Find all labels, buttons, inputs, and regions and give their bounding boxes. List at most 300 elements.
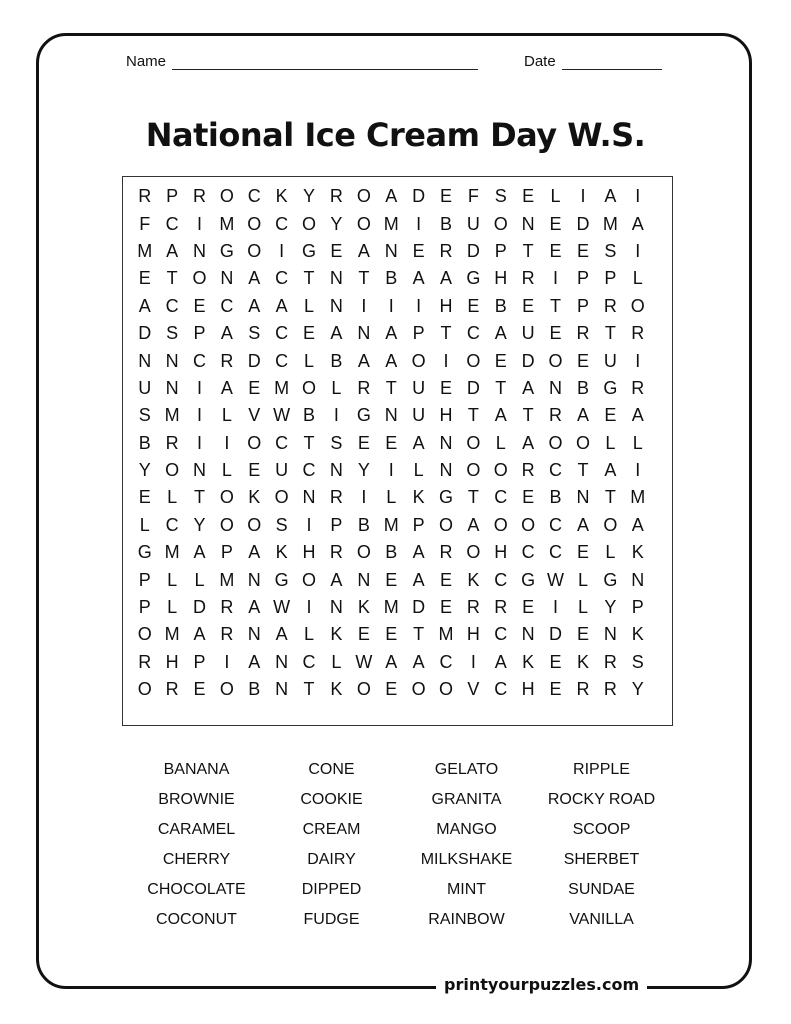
grid-letter[interactable]: U [412,377,426,398]
grid-letter[interactable]: I [635,350,641,371]
grid-letter[interactable]: E [549,679,562,700]
grid-letter[interactable]: A [248,597,261,618]
grid-letter[interactable]: E [576,624,589,645]
grid-letter[interactable]: A [138,295,151,316]
grid-letter[interactable]: I [224,651,230,672]
grid-letter[interactable]: R [329,186,343,207]
grid-letter[interactable]: R [631,323,645,344]
grid-letter[interactable]: M [219,569,235,590]
grid-letter[interactable]: C [494,487,508,508]
grid-letter[interactable]: P [193,651,206,672]
grid-letter[interactable]: E [439,186,452,207]
grid-letter[interactable]: L [632,268,643,289]
grid-letter[interactable]: K [275,186,288,207]
grid-letter[interactable]: C [494,624,508,645]
grid-letter[interactable]: A [385,186,398,207]
grid-letter[interactable]: A [330,569,343,590]
grid-letter[interactable]: T [604,487,616,508]
grid-letter[interactable]: C [275,350,289,371]
grid-letter[interactable]: O [411,679,426,700]
grid-letter[interactable]: K [631,624,644,645]
grid-letter[interactable]: T [440,323,452,344]
grid-letter[interactable]: A [494,323,507,344]
grid-letter[interactable]: A [522,377,535,398]
grid-letter[interactable]: L [632,432,643,453]
grid-letter[interactable]: N [302,487,316,508]
grid-letter[interactable]: R [576,323,590,344]
grid-letter[interactable]: V [248,405,261,426]
grid-letter[interactable]: E [576,350,589,371]
grid-letter[interactable]: R [439,542,453,563]
grid-letter[interactable]: B [248,679,261,700]
grid-letter[interactable]: M [438,624,454,645]
grid-letter[interactable]: E [467,295,480,316]
grid-letter[interactable]: O [219,186,234,207]
grid-letter[interactable]: N [439,460,453,481]
grid-letter[interactable]: A [412,569,425,590]
grid-letter[interactable]: M [383,597,399,618]
grid-letter[interactable]: S [604,240,617,261]
grid-letter[interactable]: U [412,405,426,426]
grid-letter[interactable]: U [603,350,617,371]
grid-letter[interactable]: L [495,432,506,453]
grid-letter[interactable]: I [553,268,559,289]
grid-letter[interactable]: L [331,651,342,672]
grid-letter[interactable]: C [192,350,206,371]
grid-letter[interactable]: K [357,597,370,618]
grid-letter[interactable]: C [165,514,179,535]
grid-letter[interactable]: O [192,268,207,289]
grid-letter[interactable]: N [549,377,563,398]
grid-letter[interactable]: L [139,514,150,535]
grid-letter[interactable]: T [385,377,397,398]
grid-letter[interactable]: I [580,186,586,207]
grid-letter[interactable]: P [494,240,507,261]
grid-letter[interactable]: U [466,213,480,234]
grid-letter[interactable]: C [439,651,453,672]
grid-letter[interactable]: G [603,569,618,590]
grid-letter[interactable]: H [165,651,179,672]
grid-letter[interactable]: C [165,295,179,316]
grid-letter[interactable]: E [604,405,617,426]
grid-letter[interactable]: A [248,542,261,563]
grid-letter[interactable]: C [494,569,508,590]
grid-letter[interactable]: O [548,350,563,371]
grid-letter[interactable]: O [137,679,152,700]
grid-letter[interactable]: R [220,624,234,645]
grid-letter[interactable]: A [439,268,452,289]
grid-letter[interactable]: A [357,350,370,371]
grid-letter[interactable]: D [192,597,206,618]
grid-letter[interactable]: E [330,240,343,261]
grid-letter[interactable]: S [494,186,507,207]
grid-letter[interactable]: S [138,405,151,426]
grid-letter[interactable]: T [577,460,589,481]
grid-letter[interactable]: B [385,542,398,563]
grid-letter[interactable]: E [522,295,535,316]
grid-letter[interactable]: B [357,514,370,535]
grid-letter[interactable]: T [303,268,315,289]
grid-letter[interactable]: B [576,377,589,398]
grid-letter[interactable]: O [466,542,481,563]
grid-letter[interactable]: B [138,432,151,453]
grid-letter[interactable]: E [549,213,562,234]
grid-letter[interactable]: I [470,651,476,672]
grid-letter[interactable]: G [302,240,317,261]
grid-letter[interactable]: E [494,350,507,371]
name-line[interactable] [172,55,478,70]
grid-letter[interactable]: O [356,213,371,234]
grid-letter[interactable]: B [330,350,343,371]
grid-letter[interactable]: K [576,651,589,672]
grid-letter[interactable]: K [330,679,343,700]
grid-letter[interactable]: A [576,405,589,426]
grid-letter[interactable]: R [220,597,234,618]
grid-letter[interactable]: A [385,350,398,371]
grid-letter[interactable]: B [494,295,507,316]
grid-letter[interactable]: C [549,542,563,563]
grid-letter[interactable]: L [577,597,588,618]
grid-letter[interactable]: O [630,295,645,316]
grid-letter[interactable]: W [547,569,565,590]
grid-letter[interactable]: O [247,432,262,453]
grid-letter[interactable]: U [138,377,152,398]
grid-letter[interactable]: E [412,240,425,261]
grid-letter[interactable]: S [248,323,261,344]
grid-letter[interactable]: L [304,624,315,645]
grid-letter[interactable]: E [138,268,151,289]
grid-letter[interactable]: K [275,542,288,563]
grid-letter[interactable]: O [302,377,317,398]
grid-letter[interactable]: K [412,487,425,508]
grid-letter[interactable]: I [306,597,312,618]
grid-letter[interactable]: R [138,186,152,207]
grid-letter[interactable]: S [166,323,179,344]
grid-letter[interactable]: E [357,432,370,453]
grid-letter[interactable]: I [553,597,559,618]
grid-letter[interactable]: T [495,377,507,398]
grid-letter[interactable]: T [303,679,315,700]
grid-letter[interactable]: C [275,213,289,234]
grid-letter[interactable]: A [412,651,425,672]
grid-letter[interactable]: R [521,460,535,481]
grid-letter[interactable]: G [274,569,289,590]
grid-letter[interactable]: P [631,597,644,618]
grid-letter[interactable]: E [303,323,316,344]
grid-letter[interactable]: N [329,295,343,316]
grid-letter[interactable]: E [439,569,452,590]
grid-letter[interactable]: M [164,624,180,645]
grid-letter[interactable]: E [385,569,398,590]
grid-letter[interactable]: O [466,460,481,481]
grid-letter[interactable]: N [329,268,343,289]
grid-letter[interactable]: Y [330,213,343,234]
grid-letter[interactable]: P [330,514,343,535]
grid-letter[interactable]: B [439,213,452,234]
grid-letter[interactable]: O [219,679,234,700]
grid-letter[interactable]: C [275,268,289,289]
grid-letter[interactable]: A [522,432,535,453]
grid-letter[interactable]: I [279,240,285,261]
grid-letter[interactable]: O [356,679,371,700]
grid-letter[interactable]: O [165,460,180,481]
grid-letter[interactable]: N [247,624,261,645]
grid-letter[interactable]: N [275,679,289,700]
grid-letter[interactable]: P [220,542,233,563]
grid-letter[interactable]: T [522,405,534,426]
grid-letter[interactable]: O [521,514,536,535]
grid-letter[interactable]: G [219,240,234,261]
grid-letter[interactable]: I [196,213,202,234]
date-line[interactable] [562,55,662,70]
grid-letter[interactable]: G [466,268,481,289]
grid-letter[interactable]: A [220,323,233,344]
grid-letter[interactable]: A [576,514,589,535]
grid-letter[interactable]: A [248,295,261,316]
grid-letter[interactable]: E [193,679,206,700]
grid-letter[interactable]: C [165,213,179,234]
grid-letter[interactable]: G [137,542,152,563]
grid-letter[interactable]: R [439,240,453,261]
grid-letter[interactable]: I [443,350,449,371]
grid-letter[interactable]: N [521,624,535,645]
grid-letter[interactable]: R [357,377,371,398]
grid-letter[interactable]: G [603,377,618,398]
grid-letter[interactable]: O [274,487,289,508]
grid-letter[interactable]: A [248,268,261,289]
grid-letter[interactable]: V [467,679,480,700]
grid-letter[interactable]: L [386,487,397,508]
grid-letter[interactable]: O [137,624,152,645]
grid-letter[interactable]: N [384,405,398,426]
grid-letter[interactable]: L [221,405,232,426]
grid-letter[interactable]: R [220,350,234,371]
grid-letter[interactable]: B [549,487,562,508]
grid-letter[interactable]: A [385,323,398,344]
grid-letter[interactable]: W [355,651,373,672]
grid-letter[interactable]: N [439,432,453,453]
grid-letter[interactable]: I [416,295,422,316]
grid-letter[interactable]: E [248,460,261,481]
grid-letter[interactable]: O [302,569,317,590]
grid-letter[interactable]: A [604,186,617,207]
grid-letter[interactable]: I [635,240,641,261]
grid-letter[interactable]: T [467,487,479,508]
grid-letter[interactable]: A [220,377,233,398]
grid-letter[interactable]: D [138,323,152,344]
grid-letter[interactable]: E [385,624,398,645]
grid-letter[interactable]: N [220,268,234,289]
grid-letter[interactable]: P [576,268,589,289]
grid-letter[interactable]: I [196,432,202,453]
grid-letter[interactable]: C [302,460,316,481]
grid-letter[interactable]: T [550,295,562,316]
grid-letter[interactable]: T [303,432,315,453]
grid-letter[interactable]: L [167,487,178,508]
grid-letter[interactable]: S [330,432,343,453]
grid-letter[interactable]: M [383,514,399,535]
grid-letter[interactable]: O [493,514,508,535]
grid-letter[interactable]: Y [604,597,617,618]
grid-letter[interactable]: H [466,624,480,645]
grid-letter[interactable]: Y [138,460,151,481]
grid-letter[interactable]: N [357,323,371,344]
grid-letter[interactable]: A [412,432,425,453]
grid-letter[interactable]: O [247,213,262,234]
grid-letter[interactable]: O [247,514,262,535]
grid-letter[interactable]: H [521,679,535,700]
grid-letter[interactable]: U [521,323,535,344]
grid-letter[interactable]: I [306,514,312,535]
grid-letter[interactable]: N [192,460,206,481]
grid-letter[interactable]: E [549,323,562,344]
grid-letter[interactable]: E [439,597,452,618]
grid-letter[interactable]: N [275,651,289,672]
grid-letter[interactable]: C [494,679,508,700]
grid-letter[interactable]: H [302,542,316,563]
grid-letter[interactable]: A [631,405,644,426]
grid-letter[interactable]: C [247,186,261,207]
grid-letter[interactable]: C [466,323,480,344]
grid-letter[interactable]: G [438,487,453,508]
grid-letter[interactable]: R [603,679,617,700]
grid-letter[interactable]: W [273,405,291,426]
grid-letter[interactable]: S [631,651,644,672]
grid-letter[interactable]: O [438,679,453,700]
grid-letter[interactable]: D [412,186,426,207]
grid-letter[interactable]: F [139,213,151,234]
grid-letter[interactable]: A [166,240,179,261]
grid-letter[interactable]: R [576,679,590,700]
grid-letter[interactable]: M [274,377,290,398]
grid-letter[interactable]: M [383,213,399,234]
grid-letter[interactable]: C [549,460,563,481]
grid-letter[interactable]: I [361,487,367,508]
grid-letter[interactable]: T [467,405,479,426]
grid-letter[interactable]: I [388,460,394,481]
grid-letter[interactable]: Y [303,186,316,207]
grid-letter[interactable]: A [494,651,507,672]
grid-letter[interactable]: E [576,542,589,563]
grid-letter[interactable]: P [576,295,589,316]
grid-letter[interactable]: E [439,377,452,398]
grid-letter[interactable]: P [138,597,151,618]
grid-letter[interactable]: O [219,514,234,535]
grid-letter[interactable]: F [467,186,479,207]
grid-letter[interactable]: R [494,597,508,618]
grid-letter[interactable]: G [356,405,371,426]
grid-letter[interactable]: A [330,323,343,344]
grid-letter[interactable]: P [412,514,425,535]
grid-letter[interactable]: L [304,295,315,316]
grid-letter[interactable]: A [357,240,370,261]
grid-letter[interactable]: K [248,487,261,508]
grid-letter[interactable]: B [303,405,316,426]
grid-letter[interactable]: K [467,569,480,590]
grid-letter[interactable]: O [438,514,453,535]
grid-letter[interactable]: L [605,542,616,563]
grid-letter[interactable]: L [413,460,424,481]
grid-letter[interactable]: I [416,213,422,234]
grid-letter[interactable]: N [521,213,535,234]
grid-letter[interactable]: O [493,213,508,234]
grid-letter[interactable]: A [494,405,507,426]
grid-letter[interactable]: R [603,651,617,672]
grid-letter[interactable]: C [549,514,563,535]
grid-letter[interactable]: E [549,240,562,261]
grid-letter[interactable]: P [138,569,151,590]
grid-letter[interactable]: G [521,569,536,590]
grid-letter[interactable]: T [358,268,370,289]
grid-letter[interactable]: P [604,268,617,289]
grid-letter[interactable]: I [635,460,641,481]
grid-letter[interactable]: O [356,542,371,563]
grid-letter[interactable]: L [605,432,616,453]
grid-letter[interactable]: N [165,377,179,398]
grid-letter[interactable]: R [165,679,179,700]
grid-letter[interactable]: E [549,651,562,672]
grid-letter[interactable]: P [166,186,179,207]
grid-letter[interactable]: O [493,460,508,481]
grid-letter[interactable]: N [138,350,152,371]
grid-letter[interactable]: M [137,240,153,261]
grid-letter[interactable]: O [247,240,262,261]
grid-letter[interactable]: M [630,487,646,508]
grid-letter[interactable]: I [361,295,367,316]
grid-letter[interactable]: O [411,350,426,371]
grid-letter[interactable]: L [221,460,232,481]
grid-letter[interactable]: I [333,405,339,426]
grid-letter[interactable]: L [331,377,342,398]
grid-letter[interactable]: A [631,213,644,234]
grid-letter[interactable]: O [466,432,481,453]
grid-letter[interactable]: O [219,487,234,508]
grid-letter[interactable]: I [388,295,394,316]
grid-letter[interactable]: E [193,295,206,316]
grid-letter[interactable]: E [248,377,261,398]
grid-letter[interactable]: Y [193,514,206,535]
grid-letter[interactable]: R [521,268,535,289]
grid-letter[interactable]: A [193,542,206,563]
grid-letter[interactable]: N [384,240,398,261]
grid-letter[interactable]: E [357,624,370,645]
grid-letter[interactable]: W [273,597,291,618]
grid-letter[interactable]: I [196,377,202,398]
grid-letter[interactable]: R [549,405,563,426]
grid-letter[interactable]: H [439,405,453,426]
grid-letter[interactable]: I [224,432,230,453]
grid-letter[interactable]: R [631,377,645,398]
grid-letter[interactable]: M [219,213,235,234]
grid-letter[interactable]: C [275,432,289,453]
grid-letter[interactable]: E [576,240,589,261]
grid-letter[interactable]: N [329,597,343,618]
grid-letter[interactable]: T [166,268,178,289]
grid-letter[interactable]: T [413,624,425,645]
grid-letter[interactable]: N [631,569,645,590]
grid-letter[interactable]: A [412,542,425,563]
grid-letter[interactable]: M [602,213,618,234]
grid-letter[interactable]: K [330,624,343,645]
grid-letter[interactable]: R [192,186,206,207]
grid-letter[interactable]: N [329,460,343,481]
grid-letter[interactable]: M [164,405,180,426]
grid-letter[interactable]: Y [631,679,644,700]
grid-letter[interactable]: T [193,487,205,508]
grid-letter[interactable]: E [385,432,398,453]
grid-letter[interactable]: Y [357,460,370,481]
grid-letter[interactable]: I [635,186,641,207]
